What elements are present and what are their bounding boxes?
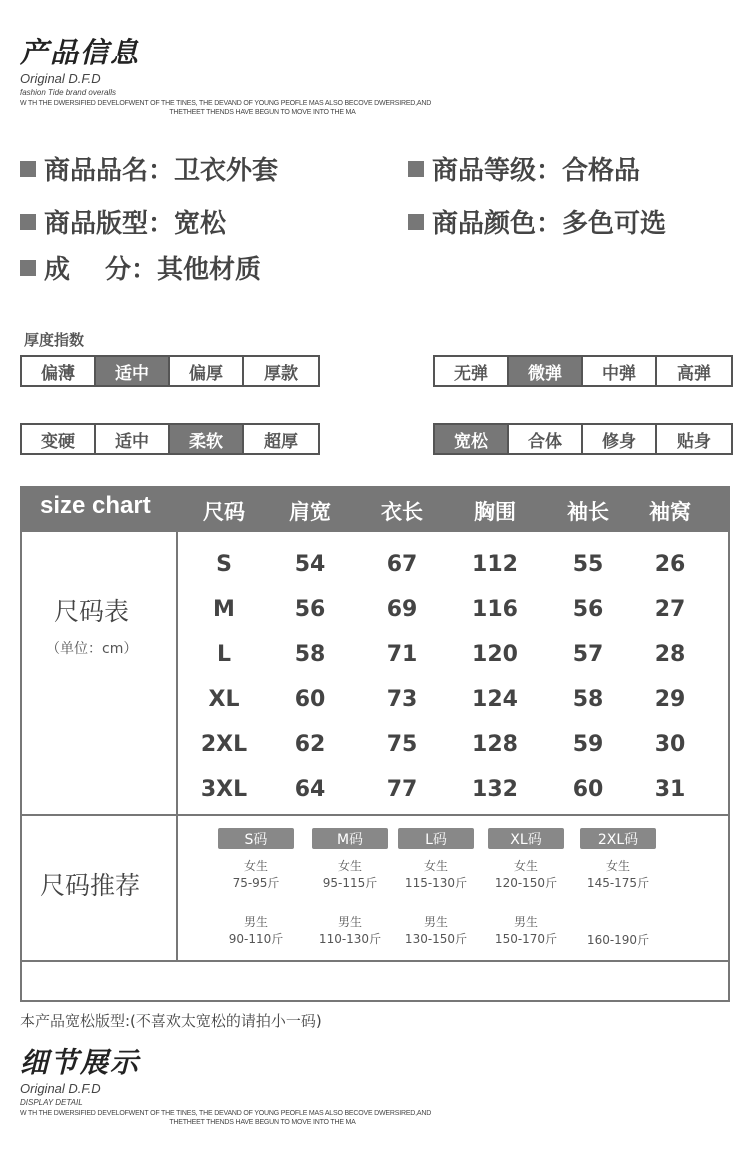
- thickness-index-label: 厚度指数: [24, 331, 85, 349]
- female-weight: 95-115斤: [322, 876, 378, 890]
- measure-cell: 67: [386, 552, 418, 577]
- prop-fit-text: 商品版型：宽松: [44, 209, 227, 239]
- table-divider: [22, 814, 728, 816]
- female-recommendation: [323, 858, 378, 892]
- male-weight: 150-170斤: [494, 932, 558, 946]
- thickness-option: 适中: [96, 357, 170, 385]
- size-table-label: 尺码表: [54, 597, 130, 626]
- prop-fit: [20, 208, 226, 240]
- table-divider: [176, 532, 178, 962]
- prop-name-text: 商品品名：卫衣外套: [44, 156, 279, 186]
- measure-cell: 28: [654, 642, 686, 667]
- product-info-header: [20, 36, 470, 117]
- size-table-unit: （单位：cm）: [46, 641, 138, 657]
- male-weight: 130-150斤: [404, 932, 468, 946]
- female-label: 女生: [243, 859, 268, 873]
- detail-blurb-line1: W TH THE DWERSIFIED DEVELOFWENT OF THE TINES, THE DEVAND OF YOUNG PEOFLE MAS ALSO BECOVE DWERSIRED,AND: [20, 1110, 432, 1117]
- measure-cell: 128: [472, 732, 518, 757]
- bullet-square-icon: [20, 161, 36, 177]
- male-weight: 110-130斤: [318, 932, 382, 946]
- elasticity-option: 无弹: [435, 357, 509, 385]
- measure-cell: 75: [386, 732, 418, 757]
- bullet-square-icon: [408, 214, 424, 230]
- measure-cell: 116: [472, 597, 518, 622]
- female-recommendation: [587, 858, 649, 892]
- column-header: 肩宽: [289, 500, 331, 524]
- male-recommendation: [405, 914, 467, 948]
- detail-subtitle: Original D.F.D: [20, 1081, 101, 1096]
- bullet-square-icon: [20, 260, 36, 276]
- male-label: 男生: [513, 915, 539, 929]
- bullet-square-icon: [408, 161, 424, 177]
- elasticity-option: 中弹: [583, 357, 657, 385]
- thickness-option: 偏厚: [170, 357, 244, 385]
- male-label: 男生: [243, 915, 269, 929]
- measure-cell: 55: [572, 552, 604, 577]
- prop-grade: [408, 155, 640, 187]
- measure-cell: 60: [294, 687, 326, 712]
- thickness-option: 偏薄: [22, 357, 96, 385]
- female-weight: 75-95斤: [232, 876, 280, 890]
- measure-cell: 27: [654, 597, 686, 622]
- column-header: 胸围: [474, 500, 516, 524]
- softness-scale: [20, 423, 320, 455]
- measure-cell: 30: [654, 732, 686, 757]
- prop-material: [20, 254, 261, 286]
- female-label: 女生: [513, 859, 539, 873]
- female-weight: 120-150斤: [494, 876, 558, 890]
- size-badge: 2XL码: [580, 828, 656, 849]
- fit-type-option: 合体: [509, 425, 583, 453]
- measure-cell: 59: [572, 732, 604, 757]
- female-weight: 115-130斤: [404, 876, 468, 890]
- male-label: 男生: [337, 915, 363, 929]
- fit-note: 本产品宽松版型:(不喜欢太宽松的请拍小一码): [20, 1012, 322, 1030]
- male-recommendation: [229, 914, 284, 948]
- thickness-scale: [20, 355, 320, 387]
- female-recommendation: [233, 858, 280, 892]
- brand-blurb: [20, 99, 470, 117]
- fit-type-option: 宽松: [435, 425, 509, 453]
- elasticity-option: 高弹: [677, 363, 711, 384]
- brand-tagline: fashion Tide brand overalls: [20, 88, 116, 97]
- measure-cell: 71: [386, 642, 418, 667]
- measure-cell: 58: [572, 687, 604, 712]
- table-divider: [22, 960, 728, 962]
- size-badge: L码: [398, 828, 474, 849]
- elasticity-option: 微弹: [509, 357, 583, 385]
- female-label: 女生: [605, 859, 631, 873]
- column-header: 袖窝: [649, 500, 691, 524]
- measure-cell: 112: [472, 552, 518, 577]
- size-chart-label: size chart: [40, 492, 151, 519]
- measure-cell: 58: [294, 642, 326, 667]
- measure-cell: 62: [294, 732, 326, 757]
- product-info-title: 产品信息: [20, 36, 141, 69]
- male-label: 男生: [423, 915, 449, 929]
- measure-cell: 26: [654, 552, 686, 577]
- prop-color: [408, 208, 666, 240]
- female-label: 女生: [423, 859, 449, 873]
- size-cell: 2XL: [200, 732, 248, 757]
- size-badge: XL码: [488, 828, 564, 849]
- male-weight: 90-110斤: [228, 932, 284, 946]
- size-cell: M: [213, 597, 235, 622]
- measure-cell: 120: [472, 642, 518, 667]
- size-chart-table: [20, 486, 730, 1002]
- female-label: 女生: [337, 859, 363, 873]
- prop-material-text: 成 分：其他材质: [44, 255, 262, 285]
- column-header: 袖长: [567, 500, 609, 524]
- prop-color-text: 商品颜色：多色可选: [432, 209, 667, 239]
- softness-option: 超厚: [264, 431, 298, 452]
- fit-type-scale: [433, 423, 733, 455]
- measure-cell: 69: [386, 597, 418, 622]
- measure-cell: 56: [294, 597, 326, 622]
- measure-cell: 57: [572, 642, 604, 667]
- thickness-option: 厚款: [264, 363, 298, 384]
- softness-option: 适中: [96, 425, 170, 453]
- measure-cell: 31: [654, 777, 686, 802]
- size-chart-header: [22, 488, 728, 532]
- detail-blurb: [20, 1109, 470, 1127]
- fit-type-option: 贴身: [677, 431, 711, 452]
- detail-title: 细节展示: [20, 1046, 141, 1079]
- prop-name: [20, 155, 278, 187]
- female-weight: 145-175斤: [586, 876, 650, 890]
- male-recommendation: [587, 932, 649, 949]
- detail-header: [20, 1046, 470, 1127]
- size-badge: S码: [218, 828, 294, 849]
- brand-subtitle: Original D.F.D: [20, 71, 101, 86]
- column-header: 尺码: [203, 500, 245, 524]
- female-recommendation: [405, 858, 467, 892]
- measure-cell: 77: [386, 777, 418, 802]
- size-cell: L: [216, 642, 232, 667]
- female-recommendation: [495, 858, 557, 892]
- male-recommendation: [495, 914, 557, 948]
- softness-option: 柔软: [170, 425, 244, 453]
- size-cell: S: [216, 552, 232, 577]
- measure-cell: 29: [654, 687, 686, 712]
- size-cell: XL: [208, 687, 240, 712]
- column-header: 衣长: [381, 500, 423, 524]
- measure-cell: 54: [294, 552, 326, 577]
- measure-cell: 132: [472, 777, 518, 802]
- measure-cell: 73: [386, 687, 418, 712]
- detail-tagline: DISPLAY DETAIL: [20, 1098, 83, 1107]
- size-badge: M码: [312, 828, 388, 849]
- size-recommend-label: 尺码推荐: [40, 871, 141, 900]
- male-recommendation: [319, 914, 381, 948]
- measure-cell: 56: [572, 597, 604, 622]
- male-weight: 160-190斤: [586, 933, 650, 947]
- brand-blurb-line1: W TH THE DWERSIFIED DEVELOFWENT OF THE TINES, THE DEVAND OF YOUNG PEOFLE MAS ALSO BECOVE DWERSIRED,AND: [20, 100, 432, 107]
- fit-type-option: 修身: [583, 425, 657, 453]
- detail-blurb-line2: THETHEET THENDS HAVE BEGUN TO MOVE INTO THE MA: [169, 1119, 356, 1126]
- softness-option: 变硬: [22, 425, 96, 453]
- size-cell: 3XL: [200, 777, 248, 802]
- measure-cell: 64: [294, 777, 326, 802]
- brand-blurb-line2: THETHEET THENDS HAVE BEGUN TO MOVE INTO THE MA: [169, 109, 356, 116]
- bullet-square-icon: [20, 214, 36, 230]
- measure-cell: 124: [472, 687, 518, 712]
- prop-grade-text: 商品等级：合格品: [432, 156, 641, 186]
- measure-cell: 60: [572, 777, 604, 802]
- elasticity-scale: [433, 355, 733, 387]
